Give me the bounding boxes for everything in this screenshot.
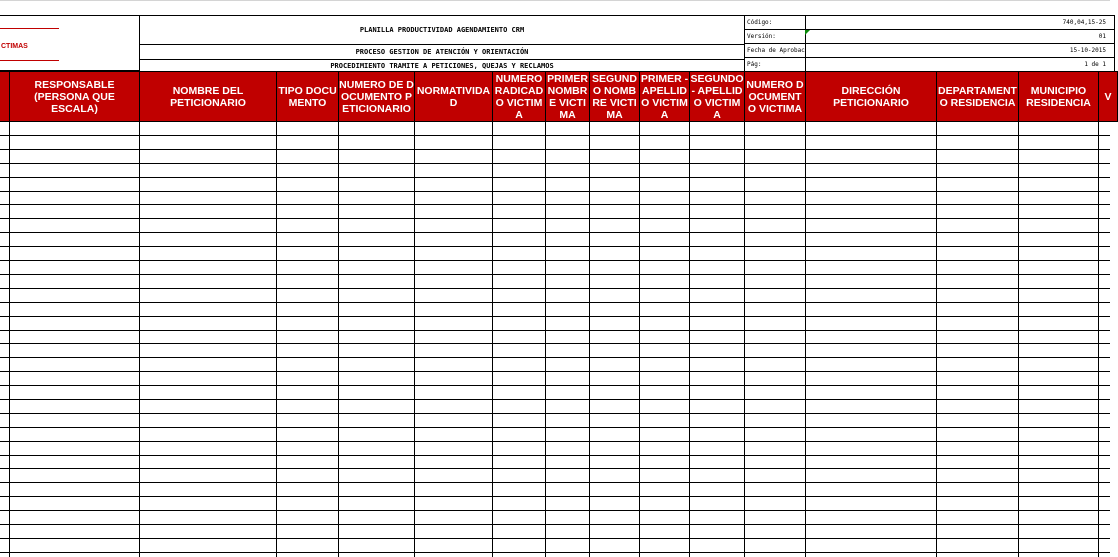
grid-column-line <box>338 121 339 557</box>
grid-column-line <box>1098 121 1099 557</box>
col-header-label: SEGUNDO NOMBRE VICTIMA <box>592 72 637 121</box>
logo-area <box>0 15 140 71</box>
grid-column-line <box>589 121 590 557</box>
grid-row-line <box>0 191 1110 192</box>
col-header-direccion[interactable] <box>805 71 937 122</box>
grid-row-line <box>0 288 1110 289</box>
grid-row-line <box>0 496 1110 497</box>
col-header-numero-documento-victima[interactable] <box>744 71 806 122</box>
col-header-label: PRIMER - APELLIDO VICTIMA <box>640 72 689 121</box>
grid-row-line <box>0 177 1110 178</box>
comment-marker <box>805 30 810 35</box>
col-header-segundo-nombre[interactable] <box>589 71 640 122</box>
grid-column-line <box>139 121 140 557</box>
sheet-title[interactable]: PLANILLA PRODUCTIVIDAD AGENDAMIENTO CRM <box>139 15 745 45</box>
grid-row-line <box>0 538 1110 539</box>
grid-column-line <box>1018 121 1019 557</box>
meta-version-label[interactable]: Versión: <box>744 29 806 44</box>
col-header-nombre-peticionario[interactable] <box>139 71 277 122</box>
grid-row-line <box>0 468 1110 469</box>
grid-row-line <box>0 302 1110 303</box>
grid-row-line <box>0 510 1110 511</box>
col-header-label: TIPO DOCUMENTO <box>278 84 337 109</box>
col-header-normatividad[interactable] <box>414 71 493 122</box>
col-header-tipo-documento[interactable] <box>276 71 339 122</box>
col-header-label: NOMBRE DEL PETICIONARIO <box>170 84 246 109</box>
col-header-primer-apellido[interactable] <box>639 71 690 122</box>
col-header-municipio[interactable] <box>1018 71 1099 122</box>
grid-row-line <box>0 232 1110 233</box>
meta-date-label[interactable]: Fecha de Aprobac <box>744 43 806 58</box>
grid-row-line <box>0 204 1110 205</box>
grid-row-line <box>0 427 1110 428</box>
col-header-numero-documento[interactable] <box>338 71 415 122</box>
grid-row-line <box>0 135 1110 136</box>
grid-row-line <box>0 371 1110 372</box>
col-header-label: NUMERO RADICADO VICTIMA <box>494 72 544 121</box>
grid-column-line <box>492 121 493 557</box>
grid-row-line <box>0 385 1110 386</box>
col-header-label: SEGUNDO - APELLIDO VICTIMA <box>690 72 744 121</box>
logo-rule-bottom <box>0 60 59 61</box>
col-header-v[interactable] <box>1098 71 1118 122</box>
col-header-label: MUNICIPIO RESIDENCIA <box>1026 84 1091 109</box>
grid-row-line <box>0 413 1110 414</box>
grid-row-line <box>0 343 1110 344</box>
grid-column-line <box>276 121 277 557</box>
grid-row-line <box>0 357 1110 358</box>
meta-code-label[interactable]: Código: <box>744 15 806 30</box>
col-header-primer-nombre[interactable] <box>545 71 590 122</box>
grid-column-line <box>744 121 745 557</box>
meta-date-value[interactable]: 15-10-2015 <box>805 43 1115 58</box>
grid-row-line <box>0 455 1110 456</box>
logo-rule-top <box>0 28 59 29</box>
grid-row-line <box>0 330 1110 331</box>
process-title[interactable]: PROCESO GESTION DE ATENCIÓN Y ORIENTACIÓN <box>139 44 745 60</box>
procedure-title[interactable]: PROCEDIMIENTO TRAMITE A PETICIONES, QUEJAS Y RECLAMOS <box>139 59 745 72</box>
grid-column-line <box>545 121 546 557</box>
meta-version-value[interactable]: 01 <box>805 29 1115 44</box>
grid-column-line <box>805 121 806 557</box>
grid-row-line <box>0 149 1110 150</box>
col-header-segundo-apellido[interactable] <box>689 71 745 122</box>
grid-row-line <box>0 316 1110 317</box>
grid-row-line <box>0 163 1110 164</box>
grid-column-line <box>639 121 640 557</box>
col-header-label: PRIMER NOMBRE VICTIMA <box>547 72 588 121</box>
meta-page-label[interactable]: Pág: <box>744 57 806 72</box>
col-header-label: DIRECCIÓN PETICIONARIO <box>833 84 909 109</box>
grid-row-line <box>0 246 1110 247</box>
data-grid[interactable] <box>0 121 1110 557</box>
grid-column-line <box>414 121 415 557</box>
grid-row-line <box>0 441 1110 442</box>
grid-row-line <box>0 552 1110 553</box>
grid-row-line <box>0 260 1110 261</box>
col-header-label: NORMATIVIDAD <box>416 84 491 109</box>
logo-text: CTIMAS <box>1 43 28 50</box>
col-header-numero-radicado[interactable] <box>492 71 546 122</box>
col-header-label: NUMERO DE DOCUMENTO PETICIONARIO <box>339 78 414 115</box>
meta-page-value[interactable]: 1 de 1 <box>805 57 1115 72</box>
grid-row-line <box>0 482 1110 483</box>
grid-row-line <box>0 218 1110 219</box>
col-header-label: DEPARTAMENTO RESIDENCIA <box>938 84 1017 109</box>
grid-column-line <box>9 121 10 557</box>
grid-row-line <box>0 274 1110 275</box>
grid-column-line <box>936 121 937 557</box>
col-header-label: NUMERO DOCUMENTO VICTIMA <box>746 78 804 115</box>
col-header-label: RESPONSABLE (PERSONA QUE ESCALA) <box>34 78 115 115</box>
meta-code-value[interactable]: 740,04,15-25 <box>805 15 1115 30</box>
grid-row-line <box>0 399 1110 400</box>
col-header-label: V <box>1104 90 1112 103</box>
col-header-departamento[interactable] <box>936 71 1019 122</box>
grid-row-line <box>0 524 1110 525</box>
grid-column-line <box>689 121 690 557</box>
col-header-responsable[interactable] <box>9 71 140 122</box>
